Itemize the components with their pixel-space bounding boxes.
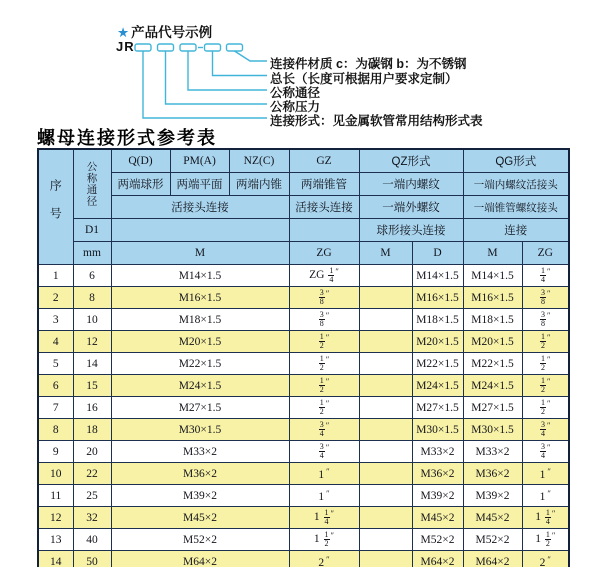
cell-qg-m: M30×1.5 [463,419,522,441]
cell-qg-m: M16×1.5 [463,287,522,309]
cell-zg-thread: $\frac{1}{2}$ ″ [289,397,359,419]
cell-qg-m: M52×2 [463,529,522,551]
cell-qz-m [359,287,412,309]
header-qz-m-col: M [359,242,412,265]
cell-qz-m [359,309,412,331]
cell-qz-m [359,441,412,463]
header-pm: PM(A) [170,149,229,173]
cell-m-thread: M52×2 [111,529,289,551]
cell-qg-zg: $\frac{1}{4}$ ″ [522,265,569,287]
cell-m-thread: M33×2 [111,441,289,463]
cell-qg-zg: $\frac{3}{8}$ ″ [522,287,569,309]
table-row [38,397,569,419]
cell-seq: 12 [38,507,73,529]
cell-zg-thread: $\frac{3}{4}$ ″ [289,441,359,463]
cell-m-thread: M45×2 [111,507,289,529]
label-nominal-diameter: 公称通径 [270,86,321,100]
cell-qg-m: M14×1.5 [463,265,522,287]
cell-m-thread: M64×2 [111,551,289,567]
cell-m-thread: M27×1.5 [111,397,289,419]
cell-qz-d: M36×2 [412,463,463,485]
table-row [38,419,569,441]
cell-dn-mm: 25 [73,485,111,507]
table-row [38,441,569,463]
cell-qz-m [359,463,412,485]
cell-qz-m [359,507,412,529]
cell-qz-d: M24×1.5 [412,375,463,397]
cell-zg-thread: $\frac{3}{8}$ ″ [289,309,359,331]
header-live-joint: 活接头连接 [111,196,289,219]
star-icon: ★ [117,25,130,40]
cell-qg-m: M39×2 [463,485,522,507]
cell-qg-m: M64×2 [463,551,522,567]
header-gz: GZ [289,149,359,173]
table-row [38,375,569,397]
cell-qg-zg: $\frac{3}{4}$ ″ [522,419,569,441]
example-title-text: 产品代号示例 [131,25,213,40]
cell-qz-m [359,375,412,397]
table-row [38,353,569,375]
cell-seq: 11 [38,485,73,507]
cell-seq: 6 [38,375,73,397]
table-body [38,265,569,567]
cell-zg-thread: $\frac{1}{2}$ ″ [289,375,359,397]
cell-qg-zg: 1 ″ [522,485,569,507]
header-seq: 序号 [38,149,73,265]
cell-qz-m [359,529,412,551]
cell-qg-m: M45×2 [463,507,522,529]
cell-seq: 1 [38,265,73,287]
cell-qg-zg: 2 ″ [522,551,569,567]
cell-qz-d: M64×2 [412,551,463,567]
cell-qz-d: M39×2 [412,485,463,507]
cell-dn-mm: 12 [73,331,111,353]
cell-seq: 7 [38,397,73,419]
connector-line-diameter [188,51,267,90]
cell-dn-mm: 32 [73,507,111,529]
header-nominal-diameter: 公称通径 [73,149,111,219]
header-d1: D1 [73,219,111,242]
cell-qg-m: M20×1.5 [463,331,522,353]
cell-m-thread: M39×2 [111,485,289,507]
nut-connection-table [37,148,570,567]
code-prefix: JR [116,39,135,54]
cell-qg-zg: 1 $\frac{1}{2}$ ″ [522,529,569,551]
cell-seq: 14 [38,551,73,567]
cell-seq: 3 [38,309,73,331]
cell-zg-thread: $\frac{3}{8}$ ″ [289,287,359,309]
cell-qz-m [359,331,412,353]
header-zg-col: ZG [289,242,359,265]
cell-dn-mm: 8 [73,287,111,309]
label-connector-material: 连接件材质 c：为碳钢 b：为不锈钢 [270,57,467,71]
header-qz-sub1: 一端内螺纹 [359,173,463,196]
cell-qz-d: M20×1.5 [412,331,463,353]
cell-zg-thread: 1 $\frac{1}{2}$ ″ [289,529,359,551]
cell-zg-thread: $\frac{3}{4}$ ″ [289,419,359,441]
header-qg-sub1: 一端内螺纹活接头 [463,173,569,196]
table-row [38,287,569,309]
cell-dn-mm: 18 [73,419,111,441]
table-row [38,463,569,485]
cell-zg-thread: 1 ″ [289,485,359,507]
cell-qg-zg: $\frac{1}{2}$ ″ [522,353,569,375]
cell-qg-zg: $\frac{1}{2}$ ″ [522,331,569,353]
header-qz-form: QZ形式 [359,149,463,173]
table-row [38,309,569,331]
connector-line-pressure [166,51,268,104]
cell-dn-mm: 22 [73,463,111,485]
header-qz-sub2: 一端外螺纹 [359,196,463,219]
cell-m-thread: M30×1.5 [111,419,289,441]
cell-dn-mm: 6 [73,265,111,287]
code-box-3 [180,44,196,51]
cell-m-thread: M20×1.5 [111,331,289,353]
header-qg-form: QG形式 [463,149,569,173]
cell-qg-zg: $\frac{1}{2}$ ″ [522,375,569,397]
cell-seq: 9 [38,441,73,463]
cell-qg-m: M36×2 [463,463,522,485]
cell-qz-m [359,419,412,441]
cell-zg-thread: 1 ″ [289,463,359,485]
header-blank-gz [289,219,359,242]
header-q-sub: 两端球形 [111,173,170,196]
table-row [38,265,569,287]
cell-qz-d: M52×2 [412,529,463,551]
cell-seq: 4 [38,331,73,353]
cell-qz-d: M30×1.5 [412,419,463,441]
code-box-2 [158,44,174,51]
cell-qz-d: M14×1.5 [412,265,463,287]
code-box-5 [227,44,243,51]
cell-qg-m: M18×1.5 [463,309,522,331]
header-connection: 连接 [463,219,569,242]
cell-qg-m: M27×1.5 [463,397,522,419]
table-row [38,485,569,507]
cell-qz-m [359,397,412,419]
cell-m-thread: M36×2 [111,463,289,485]
cell-dn-mm: 16 [73,397,111,419]
header-gz-sub: 两端锥管 [289,173,359,196]
cell-seq: 2 [38,287,73,309]
cell-dn-mm: 15 [73,375,111,397]
header-qz-d-col: D [412,242,463,265]
cell-qz-d: M22×1.5 [412,353,463,375]
cell-qg-zg: 1 ″ [522,463,569,485]
cell-seq: 13 [38,529,73,551]
cell-dn-mm: 20 [73,441,111,463]
cell-m-thread: M18×1.5 [111,309,289,331]
cell-m-thread: M16×1.5 [111,287,289,309]
connector-line-material [235,51,268,61]
cell-dn-mm: 14 [73,353,111,375]
cell-qz-d: M18×1.5 [412,309,463,331]
header-ball-connection: 球形接头连接 [359,219,463,242]
cell-qz-m [359,353,412,375]
label-total-length: 总长（长度可根据用户要求定制） [270,71,458,86]
connector-line-form [143,51,267,118]
cell-qg-m: M22×1.5 [463,353,522,375]
cell-dn-mm: 50 [73,551,111,567]
table-row [38,331,569,353]
cell-zg-thread: $\frac{1}{2}$ ″ [289,331,359,353]
cell-dn-mm: 40 [73,529,111,551]
cell-qz-d: M45×2 [412,507,463,529]
label-nominal-pressure: 公称压力 [270,100,321,114]
cell-seq: 10 [38,463,73,485]
header-qg-m-col: M [463,242,522,265]
header-blank-m [111,219,289,242]
cell-qz-m [359,265,412,287]
code-box-4 [205,44,221,51]
header-nz: NZ(C) [229,149,289,173]
cell-qg-zg: 1 $\frac{1}{4}$ ″ [522,507,569,529]
header-gz-live: 活接头连接 [289,196,359,219]
code-box-1 [135,44,151,51]
header-m-col: M [111,242,289,265]
product-code-example-title [117,21,212,41]
cell-m-thread: M24×1.5 [111,375,289,397]
cell-qg-zg: $\frac{1}{2}$ ″ [522,397,569,419]
header-nz-sub: 两端内锥 [229,173,289,196]
cell-zg-thread: ZG $\frac{1}{4}$ ″ [289,265,359,287]
table-row [38,551,569,567]
cell-dn-mm: 10 [73,309,111,331]
cell-zg-thread: $\frac{1}{2}$ ″ [289,353,359,375]
cell-m-thread: M22×1.5 [111,353,289,375]
table-row [38,507,569,529]
table-header [38,149,569,265]
table-row [38,529,569,551]
cell-qg-m: M33×2 [463,441,522,463]
cell-m-thread: M14×1.5 [111,265,289,287]
cell-zg-thread: 1 $\frac{1}{4}$ ″ [289,507,359,529]
header-qg-sub2: 一端锥管螺纹接头 [463,196,569,219]
cell-qz-m [359,551,412,567]
cell-qz-d: M16×1.5 [412,287,463,309]
label-connection-form: 连接形式：见金属软管常用结构形式表 [270,114,483,128]
cell-seq: 5 [38,353,73,375]
table-title: 螺母连接形式参考表 [37,128,217,149]
cell-qz-d: M33×2 [412,441,463,463]
header-q: Q(D) [111,149,170,173]
cell-zg-thread: 2 ″ [289,551,359,567]
cell-qz-m [359,485,412,507]
cell-qg-zg: $\frac{3}{8}$ ″ [522,309,569,331]
header-mm: mm [73,242,111,265]
cell-seq: 8 [38,419,73,441]
header-qg-zg-col: ZG [522,242,569,265]
cell-qg-zg: $\frac{3}{4}$ ″ [522,441,569,463]
cell-qz-d: M27×1.5 [412,397,463,419]
header-pm-sub: 两端平面 [170,173,229,196]
cell-qg-m: M24×1.5 [463,375,522,397]
